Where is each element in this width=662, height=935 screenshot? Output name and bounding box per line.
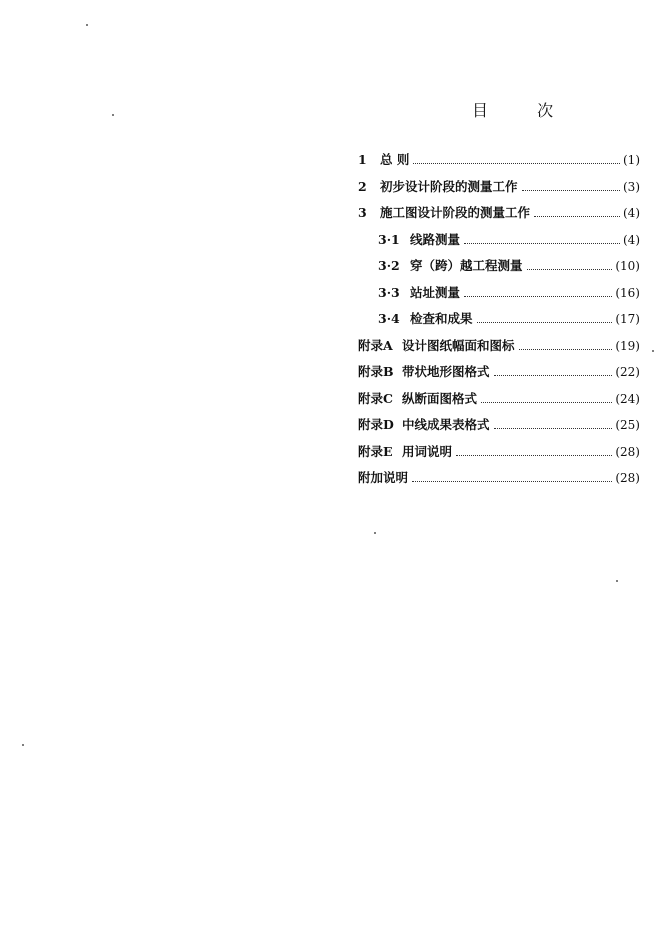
toc-entry[interactable] <box>358 150 640 177</box>
toc-entry-label: 初步设计阶段的测量工作 <box>380 178 518 194</box>
toc-entry-label: 线路测量 <box>410 231 461 247</box>
toc-entry-page: (28) <box>615 444 640 459</box>
dot-leader <box>494 428 613 429</box>
toc-entry-label: 带状地形图格式 <box>402 364 490 379</box>
toc-entry-number: 附录B <box>358 364 394 379</box>
toc-entry-number: 3·4 <box>378 311 400 326</box>
toc-entry-number: 1 <box>358 152 367 167</box>
toc-entry-label: 检查和成果 <box>410 311 473 326</box>
toc-entry-page: (4) <box>623 232 640 247</box>
toc-entry-number: 附录E <box>358 443 393 459</box>
toc-entry-label: 施工图设计阶段的测量工作 <box>380 205 531 220</box>
toc-entry-label: 纵断面图格式 <box>402 390 478 406</box>
toc-entry-number: 附录A <box>358 337 393 353</box>
dot-leader <box>522 190 620 191</box>
scan-speck <box>22 744 24 746</box>
dot-leader <box>481 402 612 403</box>
toc-entry[interactable] <box>358 203 640 230</box>
toc-subentry[interactable] <box>358 256 640 283</box>
toc-entry[interactable] <box>358 468 640 495</box>
scan-speck <box>616 580 618 582</box>
toc-entry-label: 设计图纸幅面和图标 <box>402 337 515 353</box>
dot-leader <box>519 349 613 350</box>
scan-speck <box>652 350 654 352</box>
dot-leader <box>464 243 620 244</box>
table-of-contents <box>358 150 640 495</box>
dot-leader <box>494 375 613 376</box>
scan-speck <box>374 532 376 534</box>
toc-entry-label: 站址测量 <box>410 284 461 300</box>
toc-entry-page: (22) <box>615 365 640 379</box>
toc-appendix-entry[interactable] <box>358 362 640 389</box>
toc-entry-page: (3) <box>623 179 640 194</box>
toc-entry-page: (17) <box>615 312 640 326</box>
dot-leader <box>527 269 613 270</box>
toc-entry-number: 附录D <box>358 417 394 432</box>
dot-leader <box>413 163 620 164</box>
toc-subentry[interactable] <box>358 283 640 310</box>
toc-entry[interactable] <box>358 177 640 204</box>
toc-entry-page: (1) <box>623 153 640 167</box>
toc-appendix-entry[interactable] <box>358 336 640 363</box>
dot-leader <box>412 481 612 482</box>
toc-entry-label: 穿（跨）越工程测量 <box>410 258 523 273</box>
scan-speck <box>112 114 114 116</box>
toc-entry-page: (4) <box>623 206 640 220</box>
scan-speck <box>86 24 88 26</box>
toc-entry-number: 3 <box>358 205 367 220</box>
toc-appendix-entry[interactable] <box>358 389 640 416</box>
dot-leader <box>477 322 613 323</box>
toc-entry-page: (24) <box>615 391 640 406</box>
toc-entry-number: 3·2 <box>378 258 400 273</box>
toc-entry-label: 附加说明 <box>358 470 409 485</box>
toc-entry-page: (10) <box>615 259 640 273</box>
dot-leader <box>534 216 620 217</box>
toc-title: 目 次 <box>472 101 576 120</box>
toc-entry-page: (16) <box>615 285 640 300</box>
toc-entry-label: 中线成果表格式 <box>402 417 490 432</box>
toc-entry-number: 2 <box>358 178 367 194</box>
toc-subentry[interactable] <box>358 309 640 336</box>
toc-appendix-entry[interactable] <box>358 442 640 469</box>
toc-entry-page: (28) <box>615 471 640 485</box>
dot-leader <box>456 455 612 456</box>
toc-entry-number: 3·1 <box>378 231 400 247</box>
toc-entry-page: (25) <box>615 418 640 432</box>
dot-leader <box>464 296 612 297</box>
toc-subentry[interactable] <box>358 230 640 257</box>
toc-entry-label: 用词说明 <box>402 443 453 459</box>
toc-entry-label: 总 则 <box>380 152 410 167</box>
toc-entry-number: 3·3 <box>378 284 400 300</box>
toc-entry-page: (19) <box>615 338 640 353</box>
toc-appendix-entry[interactable] <box>358 415 640 442</box>
toc-entry-number: 附录C <box>358 390 393 406</box>
